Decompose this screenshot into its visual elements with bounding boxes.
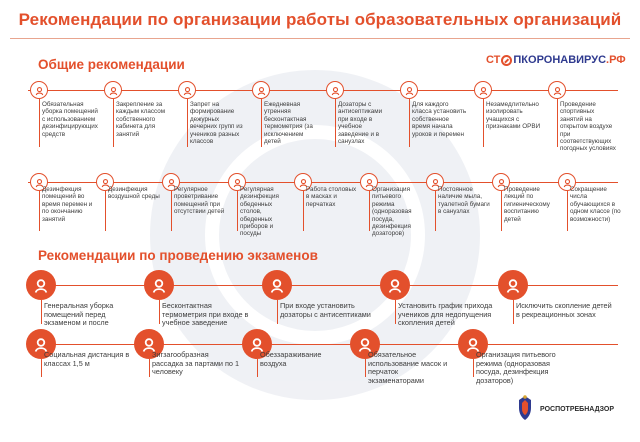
recommendation-text: Обязательная уборка помещений с использованием дезинфицирующих средств: [42, 101, 98, 138]
footer-org: РОСПОТРЕБНАДЗОР: [540, 406, 615, 413]
recommendation-text: Установить график прихода учеников для недопущения скопления детей: [398, 301, 493, 328]
stopcoronavirus-logo: СТ ПКОРОНАВИРУС .РФ: [486, 54, 626, 66]
connector-line: [41, 359, 42, 377]
connector-line: [303, 191, 304, 231]
connector-line: [261, 99, 262, 147]
clock-icon: [400, 81, 418, 99]
recommendation-text: Регулярное проветривание помещений при отсутствии детей: [174, 186, 225, 216]
page-title: Рекомендации по организации работы образовательных организаций: [18, 10, 622, 29]
cleaning-spray-icon: [30, 81, 48, 99]
connector-line: [567, 191, 568, 231]
recommendation-text: Организация питьевого режима (одноразовая посуда, дезинфекция дозаторов): [372, 186, 412, 238]
connector-line: [365, 359, 366, 377]
recommendation-text: Дезинфекция помещений во время перемен и по окончанию занятий: [42, 186, 93, 223]
recommendation-text: Обеззараживание воздуха: [260, 350, 322, 368]
connector-line: [395, 300, 396, 324]
recommendation-text: Бесконтактная термометрия при входе в учебное заведение: [162, 301, 249, 328]
exams-heading: Рекомендации по проведению экзаменов: [38, 248, 318, 263]
connector-line: [113, 99, 114, 147]
connector-line: [501, 191, 502, 231]
recommendation-text: Запрет на формирование дежурных вечерних групп из учеников разных классов: [190, 101, 243, 146]
recommendation-text: Дозаторы с антисептиками при входе в учебное заведение и в санузлах: [338, 101, 383, 146]
connector-line: [39, 191, 40, 231]
recommendation-text: При входе установить дозаторы с антисептиками: [280, 301, 371, 319]
connector-line: [277, 300, 278, 324]
thermometer-icon: [144, 270, 174, 300]
recommendation-text: Организация питьевого режима (одноразовая посуда, дезинфекция дозаторов): [476, 350, 556, 385]
title-divider: [10, 38, 630, 39]
connector-line: [473, 359, 474, 377]
thermometer-icon: [252, 81, 270, 99]
recommendation-text: Работа столовых в масках и перчатках: [306, 186, 357, 208]
rospotrebnadzor-emblem-icon: [514, 394, 536, 422]
connector-line: [159, 300, 160, 324]
recommendation-text: Дезинфекция воздушной среды: [108, 186, 160, 201]
recommendation-text: Проведение лекций по гигиеническому воспитанию детей: [504, 186, 550, 223]
connector-line: [483, 99, 484, 147]
connector-line: [557, 99, 558, 147]
sanitizer-bottle-icon: [262, 270, 292, 300]
connector-line: [257, 359, 258, 377]
connector-line: [171, 191, 172, 231]
clock-icon: [380, 270, 410, 300]
exams-row2-line: [28, 344, 618, 345]
recommendation-text: Регулярная дезинфекция обеденных столов, обеденных приборов и посуды: [240, 186, 279, 238]
recommendation-text: Незамедлительно изолировать учащихся с признаками ОРВИ: [486, 101, 541, 131]
cleaning-spray-icon: [26, 270, 56, 300]
stop-icon: [501, 55, 512, 66]
connector-line: [237, 191, 238, 231]
sanitizer-bottle-icon: [326, 81, 344, 99]
recommendation-text: Сокращение числа обучающихся в одном классе (по возможности): [570, 186, 621, 223]
recommendation-text: Зигзагообразная рассадка за партами по 1 человеку: [152, 350, 240, 377]
recommendation-text: Проведение спортивных занятий на открытом воздухе при соответствующих погодных условиях: [560, 101, 616, 153]
connector-line: [187, 99, 188, 147]
connector-line: [39, 99, 40, 147]
exams-row1-line: [28, 285, 618, 286]
recommendation-text: Для каждого класса установить собственное время начала уроков и перемен: [412, 101, 467, 138]
recommendation-text: Ежедневная утренняя бесконтактная термометрия (за исключением детей: [264, 101, 313, 146]
connector-line: [369, 191, 370, 231]
recommendation-text: Закрепление за каждым классом собственного кабинета для занятий: [116, 101, 166, 138]
connector-line: [409, 99, 410, 147]
connector-line: [41, 300, 42, 324]
connector-line: [335, 99, 336, 147]
recommendation-text: Генеральная уборка помещений перед экзаменом и после: [44, 301, 114, 328]
connector-line: [435, 191, 436, 231]
recommendation-text: Социальная дистанция в классах 1,5 м: [44, 350, 130, 368]
general-row2-line: [28, 182, 618, 183]
connector-line: [513, 300, 514, 324]
connector-line: [149, 359, 150, 377]
recommendation-text: Постоянное наличие мыла, туалетной бумаги в санузлах: [438, 186, 490, 216]
outdoor-icon: [548, 81, 566, 99]
no-crowd-icon: [498, 270, 528, 300]
connector-line: [105, 191, 106, 231]
recommendation-text: Исключить скопление детей в рекреационных зонах: [516, 301, 612, 319]
recommendation-text: Обязательное использование масок и перчаток экзаменаторами: [368, 350, 448, 385]
people-group-icon: [178, 81, 196, 99]
general-heading: Общие рекомендации: [38, 57, 185, 72]
isolation-icon: [474, 81, 492, 99]
classroom-icon: [104, 81, 122, 99]
